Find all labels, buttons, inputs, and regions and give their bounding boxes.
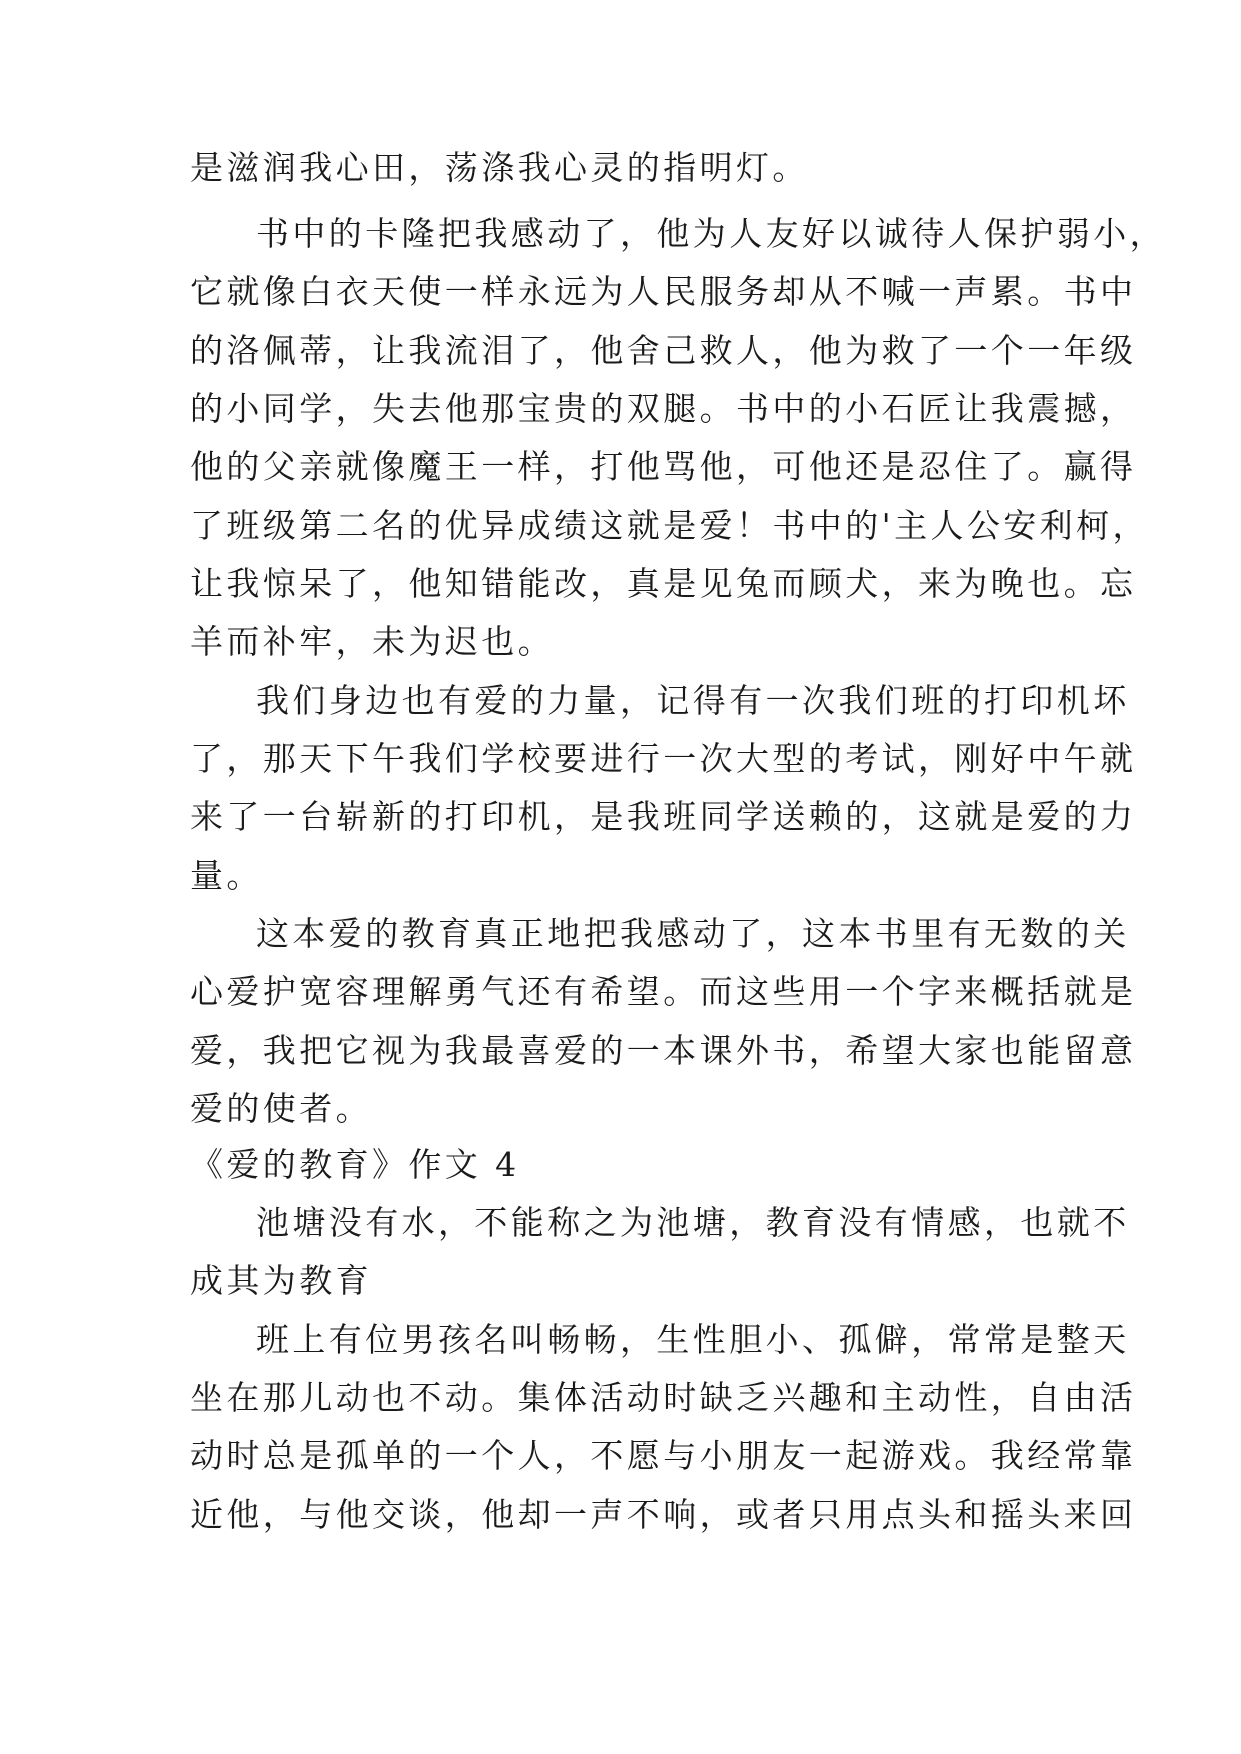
text-line: 成其为教育: [190, 1261, 372, 1300]
text-line: 他的父亲就像魔王一样，打他骂他，可他还是忍住了。赢得: [190, 447, 1137, 486]
paragraph-first-line: 池塘没有水，不能称之为池塘，教育没有情感，也就不: [256, 1203, 1130, 1242]
text-line: 了班级第二名的优异成绩这就是爱！书中的'主人公安利柯，: [190, 506, 1149, 545]
text-line: 心爱护宽容理解勇气还有希望。而这些用一个字来概括就是: [190, 972, 1137, 1011]
text-line: 了，那天下午我们学校要进行一次大型的考试，刚好中午就: [190, 739, 1137, 778]
paragraph-first-line: 班上有位男孩名叫畅畅，生性胆小、孤僻，常常是整天: [256, 1320, 1130, 1359]
text-line: 爱，我把它视为我最喜爱的一本课外书，希望大家也能留意: [190, 1031, 1137, 1070]
paragraph-first-line: 我们身边也有爱的力量，记得有一次我们班的打印机坏: [256, 681, 1130, 720]
section-heading: 《爱的教育》作文 4: [190, 1145, 520, 1184]
text-line: 的小同学，失去他那宝贵的双腿。书中的小石匠让我震撼，: [190, 389, 1137, 428]
text-line: 爱的使者。: [190, 1089, 372, 1128]
text-line: 近他，与他交谈，他却一声不响，或者只用点头和摇头来回: [190, 1495, 1137, 1534]
text-line: 的洛佩蒂，让我流泪了，他舍己救人，他为救了一个一年级: [190, 331, 1137, 370]
text-line: 量。: [190, 856, 263, 895]
text-line: 是滋润我心田，荡涤我心灵的指明灯。: [190, 148, 809, 187]
paragraph-first-line: 书中的卡隆把我感动了，他为人友好以诚待人保护弱小，: [256, 214, 1166, 253]
text-line: 羊而补牢，未为迟也。: [190, 622, 554, 661]
text-line: 来了一台崭新的打印机，是我班同学送赖的，这就是爱的力: [190, 797, 1137, 836]
text-line: 让我惊呆了，他知错能改，真是见兔而顾犬，来为晚也。忘: [190, 564, 1137, 603]
text-line: 坐在那儿动也不动。集体活动时缺乏兴趣和主动性，自由活: [190, 1378, 1137, 1417]
text-line: 动时总是孤单的一个人，不愿与小朋友一起游戏。我经常靠: [190, 1436, 1137, 1475]
text-line: 它就像白衣天使一样永远为人民服务却从不喊一声累。书中: [190, 272, 1137, 311]
paragraph-first-line: 这本爱的教育真正地把我感动了，这本书里有无数的关: [256, 914, 1130, 953]
